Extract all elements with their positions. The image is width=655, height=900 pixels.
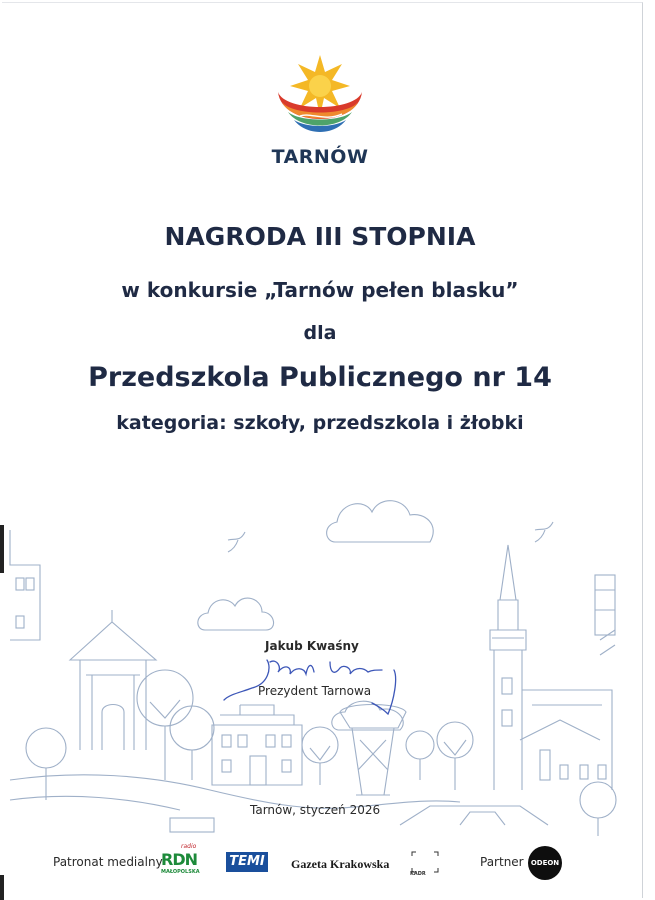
kadr-logo xyxy=(408,848,442,880)
patronat-label: Patronat medialny xyxy=(53,855,163,869)
temi-logo: TEMI xyxy=(226,852,268,872)
place-date: Tarnów, styczeń 2026 xyxy=(250,803,381,817)
kadr-text: KADR xyxy=(410,871,426,877)
rdn-sub-text: MAŁOPOLSKA xyxy=(161,869,200,875)
recipient-name: Przedszkola Publicznego nr 14 xyxy=(88,362,552,393)
cloud-shape xyxy=(198,598,274,630)
rdn-logo xyxy=(161,843,201,879)
left-tower xyxy=(10,530,40,640)
sun-bowl-icon xyxy=(270,50,370,150)
cloud-shape xyxy=(327,501,434,542)
for-label: dla xyxy=(303,322,337,344)
contest-line: w konkursie „Tarnów pełen blasku” xyxy=(121,278,519,302)
tarnow-logo xyxy=(270,50,380,170)
church-spire xyxy=(490,545,526,790)
category-line: kategoria: szkoły, przedszkola i żłobki xyxy=(116,412,524,434)
rdn-text: RDN xyxy=(161,850,197,869)
partner-label: Partner xyxy=(480,855,524,869)
rdn-top-text: radio xyxy=(181,843,197,850)
signatory-name: Jakub Kwaśny xyxy=(265,639,359,653)
bird-shape xyxy=(535,522,553,542)
pavilion xyxy=(70,622,156,750)
logo-text: TARNÓW xyxy=(271,146,369,168)
odeon-logo: ODEON xyxy=(528,846,562,880)
bird-shape xyxy=(228,532,245,552)
award-title: NAGRODA III STOPNIA xyxy=(164,222,476,251)
ground-path xyxy=(10,775,460,809)
scan-edge-mark xyxy=(0,875,4,900)
gazeta-krakowska-logo: Gazeta Krakowska xyxy=(291,857,390,871)
signatory-role: Prezydent Tarnowa xyxy=(258,684,372,698)
